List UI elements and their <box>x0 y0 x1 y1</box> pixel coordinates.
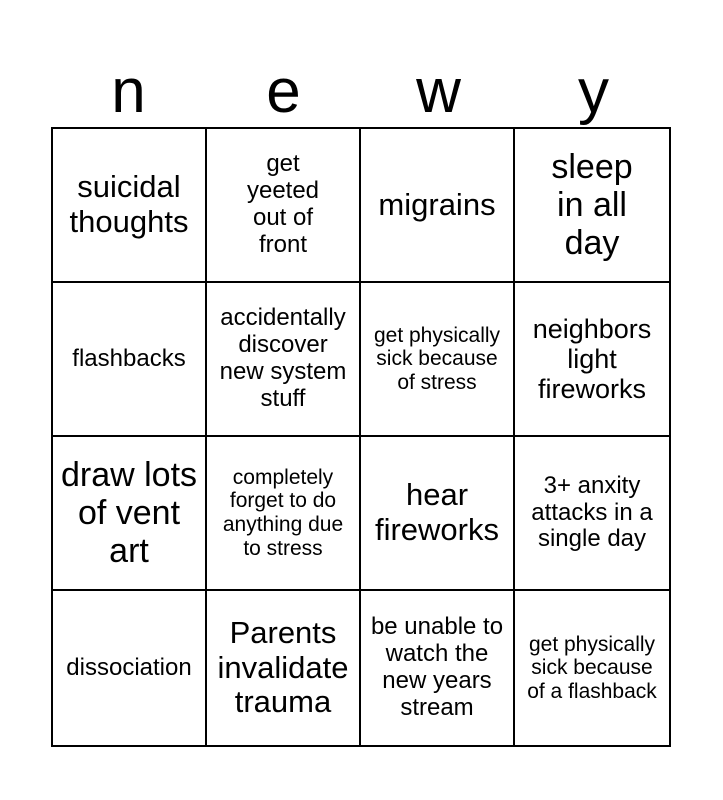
bingo-cell[interactable] <box>207 437 361 591</box>
cell-text: migrains <box>378 186 496 222</box>
header-letter-w: w <box>416 57 461 126</box>
bingo-cell[interactable] <box>207 591 361 745</box>
cell-text: get physically sick because of stress <box>373 323 501 394</box>
bingo-cell[interactable] <box>361 129 515 283</box>
bingo-cell[interactable] <box>361 437 515 591</box>
cell-text: suicidal thoughts <box>69 169 189 239</box>
bingo-cell[interactable] <box>515 283 669 437</box>
cell-text: draw lots of vent art <box>60 455 198 571</box>
cell-text: accidentally discover new system stuff <box>219 304 347 412</box>
bingo-cell[interactable] <box>53 591 207 745</box>
header-letter-n: n <box>111 57 146 126</box>
bingo-header <box>51 58 671 126</box>
cell-text: hear fireworks <box>374 477 499 547</box>
header-letter-y: y <box>578 57 609 126</box>
bingo-cell[interactable] <box>207 283 361 437</box>
cell-text: completely forget to do anything due to stress <box>222 465 344 560</box>
cell-text: flashbacks <box>72 344 186 372</box>
cell-text: get physically sick because of a flashback <box>527 632 657 703</box>
cell-text: be unable to watch the new years stream <box>370 613 504 721</box>
bingo-cell[interactable] <box>53 437 207 591</box>
bingo-grid <box>51 127 671 747</box>
cell-text: get yeeted out of front <box>246 150 320 258</box>
bingo-cell[interactable] <box>53 283 207 437</box>
bingo-cell[interactable] <box>361 283 515 437</box>
bingo-cell[interactable] <box>515 129 669 283</box>
bingo-cell[interactable] <box>361 591 515 745</box>
header-letter-e: e <box>266 57 301 126</box>
bingo-cell[interactable] <box>207 129 361 283</box>
cell-text: sleep in all day <box>551 147 633 263</box>
bingo-cell[interactable] <box>53 129 207 283</box>
bingo-cell[interactable] <box>515 591 669 745</box>
cell-text: dissociation <box>66 653 192 681</box>
bingo-cell[interactable] <box>515 437 669 591</box>
cell-text: Parents invalidate trauma <box>217 614 349 720</box>
cell-text: neighbors light fireworks <box>532 313 652 405</box>
cell-text: 3+ anxity attacks in a single day <box>531 471 653 553</box>
